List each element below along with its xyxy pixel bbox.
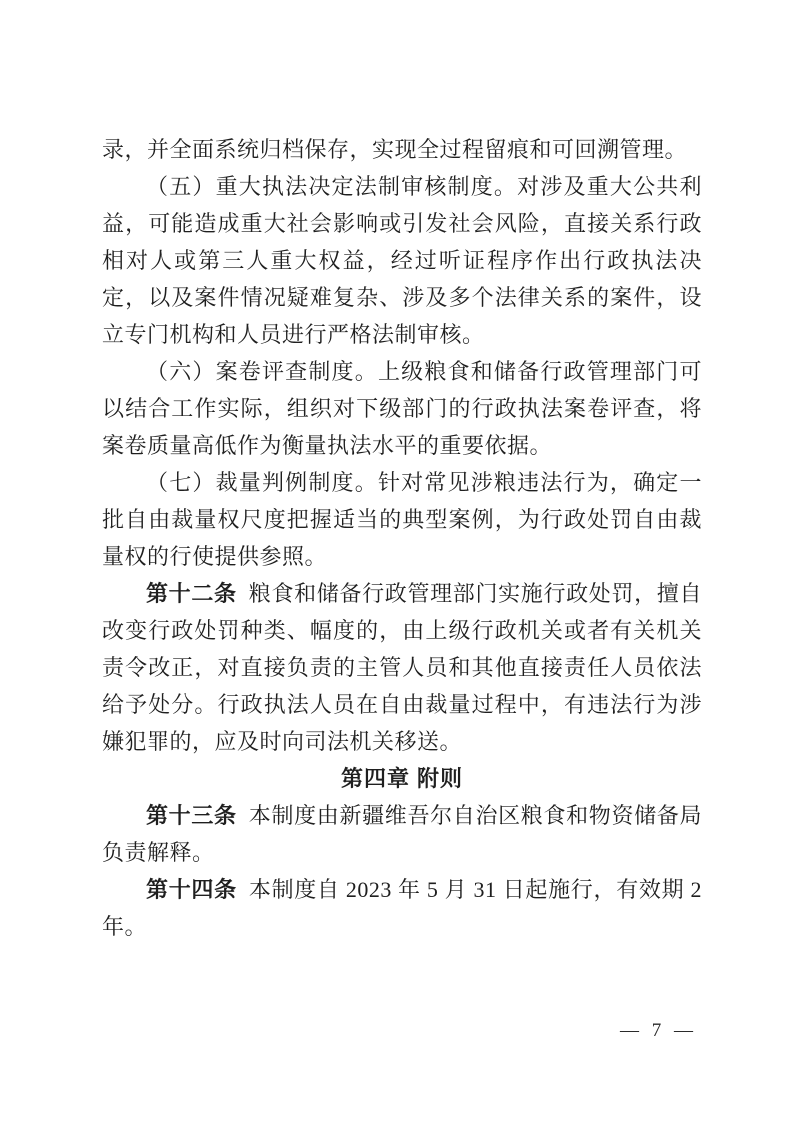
article-12-number: 第十二条: [146, 581, 237, 606]
page-number: — 7 —: [620, 1020, 697, 1041]
paragraph-article-13: [102, 797, 702, 871]
article-14-number: 第十四条: [146, 877, 237, 902]
paragraph-item-6: （六）案卷评查制度。上级粮食和储备行政管理部门可以结合工作实际，组织对下级部门的行政执法案卷评查，将案卷质量高低作为衡量执法水平的重要依据。: [102, 359, 702, 458]
chapter-heading: 第四章 附则: [340, 766, 464, 791]
paragraph-continuation: 录，并全面系统归档保存，实现全过程留痕和可回溯管理。: [102, 137, 688, 162]
paragraph-item-5: （五）重大执法决定法制审核制度。对涉及重大公共利益，可能造成重大社会影响或引发社会风险，直接关系行政相对人或第三人重大权益，经过听证程序作出行政执法决定，以及案件情况疑难复杂、涉及多个法律关系的案件，设立专门机构和人员进行严格法制审核。: [102, 174, 702, 347]
article-13-number: 第十三条: [146, 803, 237, 828]
paragraph-article-14: [102, 871, 702, 945]
article-14-text: 本制度自 2023 年 5 月 31 日起施行，有效期 2 年。: [102, 877, 702, 939]
article-13-text: 本制度由新疆维吾尔自治区粮食和物资储备局负责解释。: [102, 803, 702, 865]
article-12-text: 粮食和储备行政管理部门实施行政处罚，擅自改变行政处罚种类、幅度的，由上级行政机关或者有关机关责令改正，对直接负责的主管人员和其他直接责任人员依法给予处分。行政执法人员在自由裁量过程中，有违法行为涉嫌犯罪的，应及时向司法机关移送。: [102, 581, 702, 754]
paragraph-item-7: （七）裁量判例制度。针对常见涉粮违法行为，确定一批自由裁量权尺度把握适当的典型案例，为行政处罚自由裁量权的行使提供参照。: [102, 470, 702, 569]
paragraph-article-12: [102, 575, 702, 760]
document-body: [102, 131, 702, 945]
